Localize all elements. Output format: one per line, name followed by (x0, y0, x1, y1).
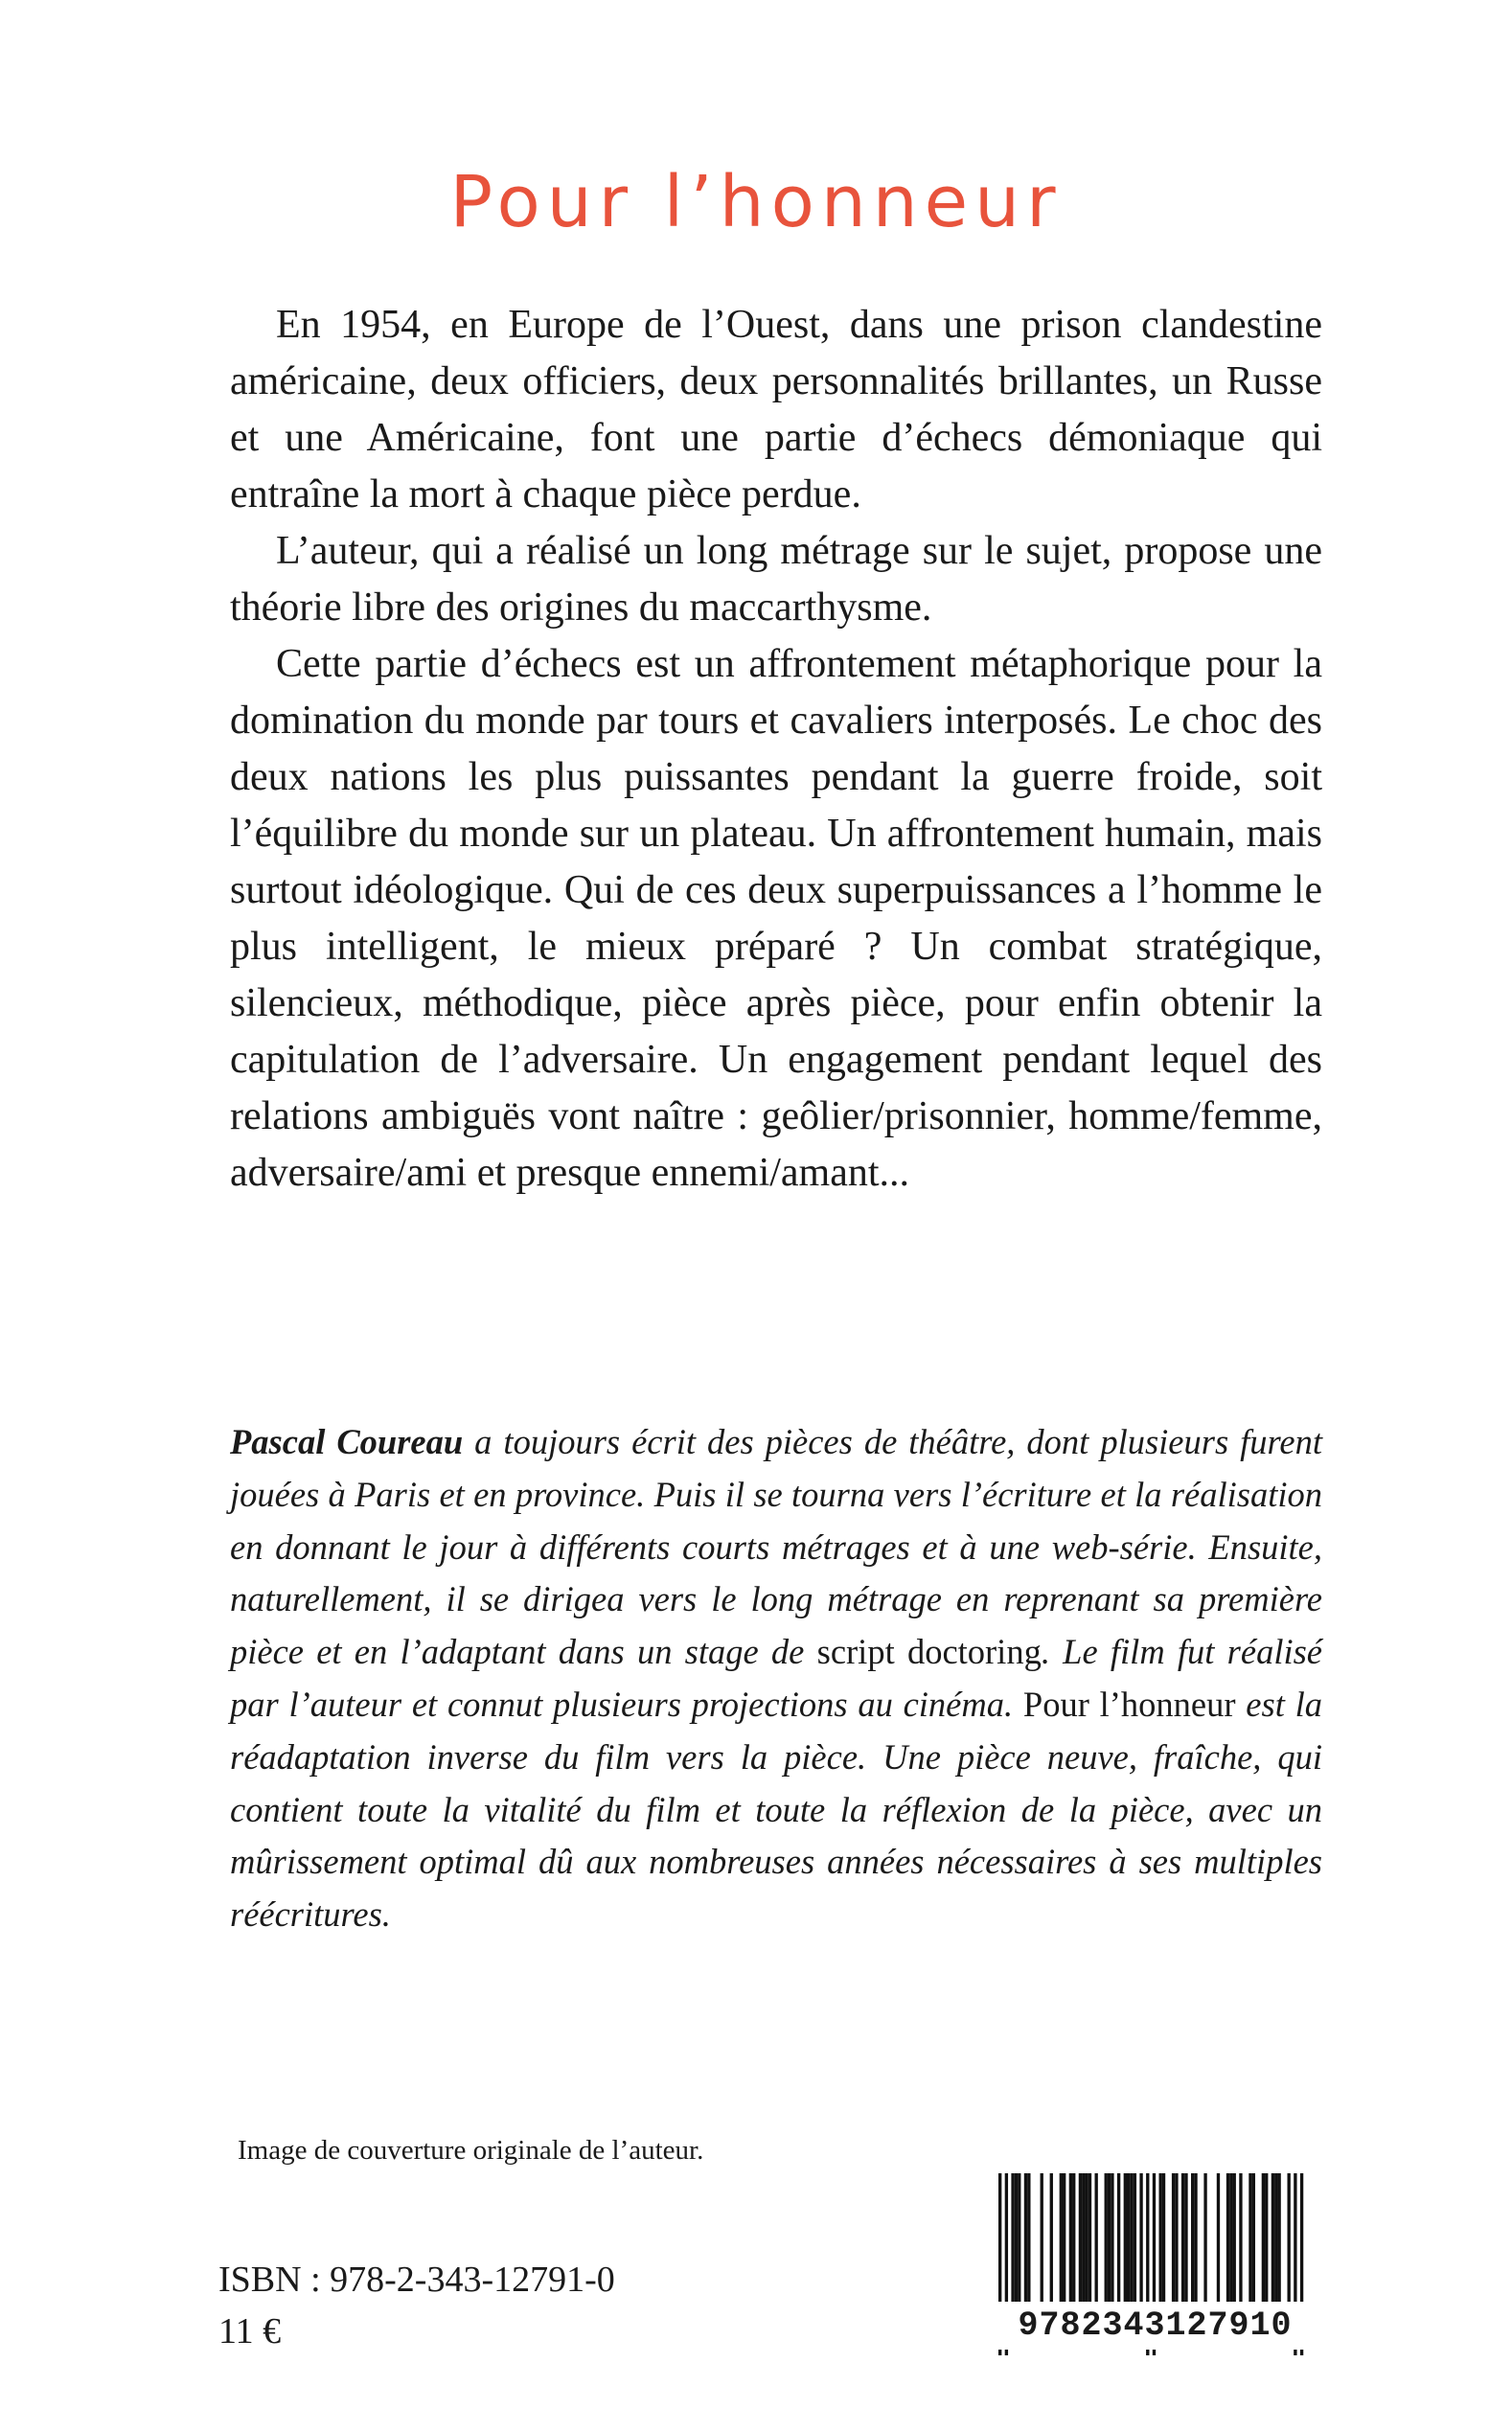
barcode-bar (1233, 2173, 1236, 2302)
barcode-bar (1162, 2173, 1165, 2302)
barcode-bar (1069, 2173, 1072, 2302)
synopsis (230, 297, 1322, 1202)
barcode-bar (1088, 2173, 1091, 2302)
barcode-bar (1262, 2173, 1265, 2302)
barcode-bar (1271, 2173, 1274, 2302)
barcode-bar (1252, 2173, 1255, 2302)
barcode-bar (1063, 2173, 1065, 2302)
barcode-digits: 9782343127910 (985, 2302, 1325, 2350)
isbn: ISBN : 978-2-343-12791-0 (218, 2260, 615, 2300)
barcode-bar (1108, 2173, 1111, 2302)
barcode-bar (1060, 2173, 1063, 2302)
barcode-bar (1184, 2173, 1187, 2302)
barcode-bar (1159, 2173, 1162, 2302)
book-title: Pour l’honneur (449, 161, 1063, 243)
bio-text-2: . Le film fut réalisé par l’auteur et connut plusieurs projections au cinéma. (230, 1632, 1323, 1724)
synopsis-paragraph-1: En 1954, en Europe de l’Ouest, dans une prison clandestine américaine, deux officiers, deux personnalités brillantes, un Russe et une Américaine, font une partie d’échecs démoniaque qui entraîne la mort à chaque pièce perdue. (230, 303, 1322, 516)
barcode-bar (1085, 2173, 1088, 2302)
synopsis-paragraph-3: Cette partie d’échecs est un affrontement métaphorique pour la domination du monde par tours et cavaliers interposés. Le choc des deux nations les plus puissantes pendant la guerre froide, soit l’équilibre du monde sur un plateau. Un affrontement humain, mais surtout idéologique. Qui de ces deux superpuissances a l’homme le plus intelligent, le mieux préparé ? Un combat stratégique, silencieux, méthodique, pièce après pièce, pour enfin obtenir la capitulation de l’adversaire. Un engagement pendant lequel des relations ambiguës vont naître : geôlier/prisonnier, homme/femme, adversaire/ami et presque ennemi/amant... (230, 642, 1322, 1195)
barcode-bar (1117, 2173, 1120, 2302)
barcode-bar (1229, 2173, 1232, 2302)
barcode-bar (1139, 2173, 1142, 2302)
barcode-bar (1015, 2173, 1018, 2302)
bio-term: script doctoring (816, 1632, 1042, 1672)
barcode-bar (1050, 2173, 1053, 2302)
barcode-bar (1041, 2173, 1043, 2302)
barcode-bar (1105, 2173, 1108, 2302)
bio-text-3: est la réadaptation inverse du film vers la pièce. Une pièce neuve, fraîche, qui contient toute la vitalité du film et toute la réflexion de la pièce, avec un mûrissement optimal dû aux nombreuses années nécessaires à ses multiples réécritures. (230, 1684, 1323, 1935)
barcode-bar (1095, 2173, 1098, 2302)
barcode-bar (1203, 2173, 1206, 2302)
barcode-bar (1194, 2173, 1197, 2302)
barcode-bar (1277, 2173, 1280, 2302)
barcode-bar (1191, 2173, 1194, 2302)
barcode-bar (1124, 2173, 1127, 2302)
barcode-bar (1079, 2173, 1082, 2302)
barcode-bar (1111, 2173, 1113, 2302)
barcode-bar (1226, 2173, 1229, 2302)
barcode-bar (1288, 2173, 1291, 2302)
barcode-bar (1239, 2173, 1242, 2302)
barcode-bar (1172, 2173, 1175, 2302)
barcode-bar (1018, 2173, 1020, 2302)
barcode-bar (1027, 2173, 1030, 2302)
price: 11 € (218, 2311, 282, 2352)
barcode-bar (1175, 2173, 1178, 2302)
barcode-bar (1181, 2173, 1184, 2302)
synopsis-paragraph-2: L’auteur, qui a réalisé un long métrage sur le sujet, propose une théorie libre des origines du maccarthysme. (230, 529, 1322, 630)
barcode-bar (1265, 2173, 1268, 2302)
barcode-bar (1130, 2173, 1133, 2302)
barcode-bar (1072, 2173, 1075, 2302)
bio-title-ref: Pour l’honneur (1022, 1684, 1236, 1724)
barcode-bar (1011, 2173, 1014, 2302)
barcode-bar (1217, 2173, 1220, 2302)
barcode-bar (1134, 2173, 1136, 2302)
author-name: Pascal Coureau (230, 1422, 464, 1461)
barcode-bar (1082, 2173, 1085, 2302)
barcode-bar (1127, 2173, 1130, 2302)
barcode-bar (1249, 2173, 1251, 2302)
author-bio (230, 1416, 1322, 1941)
cover-credit: Image de couverture originale de l’auteur. (238, 2135, 704, 2166)
barcode-bar (1024, 2173, 1027, 2302)
bio-text-1: a toujours écrit des pièces de théâtre, dont plusieurs furent jouées à Paris et en province. Puis il se tourna vers l’écriture et la réalisation en donnant le jour à différents courts métrages et à une web-série. Ensuite, naturellement, il se dirigea vers le long métrage en reprenant sa première pièce et en l’adaptant dans un stage de (230, 1422, 1322, 1672)
barcode-bar (1274, 2173, 1277, 2302)
